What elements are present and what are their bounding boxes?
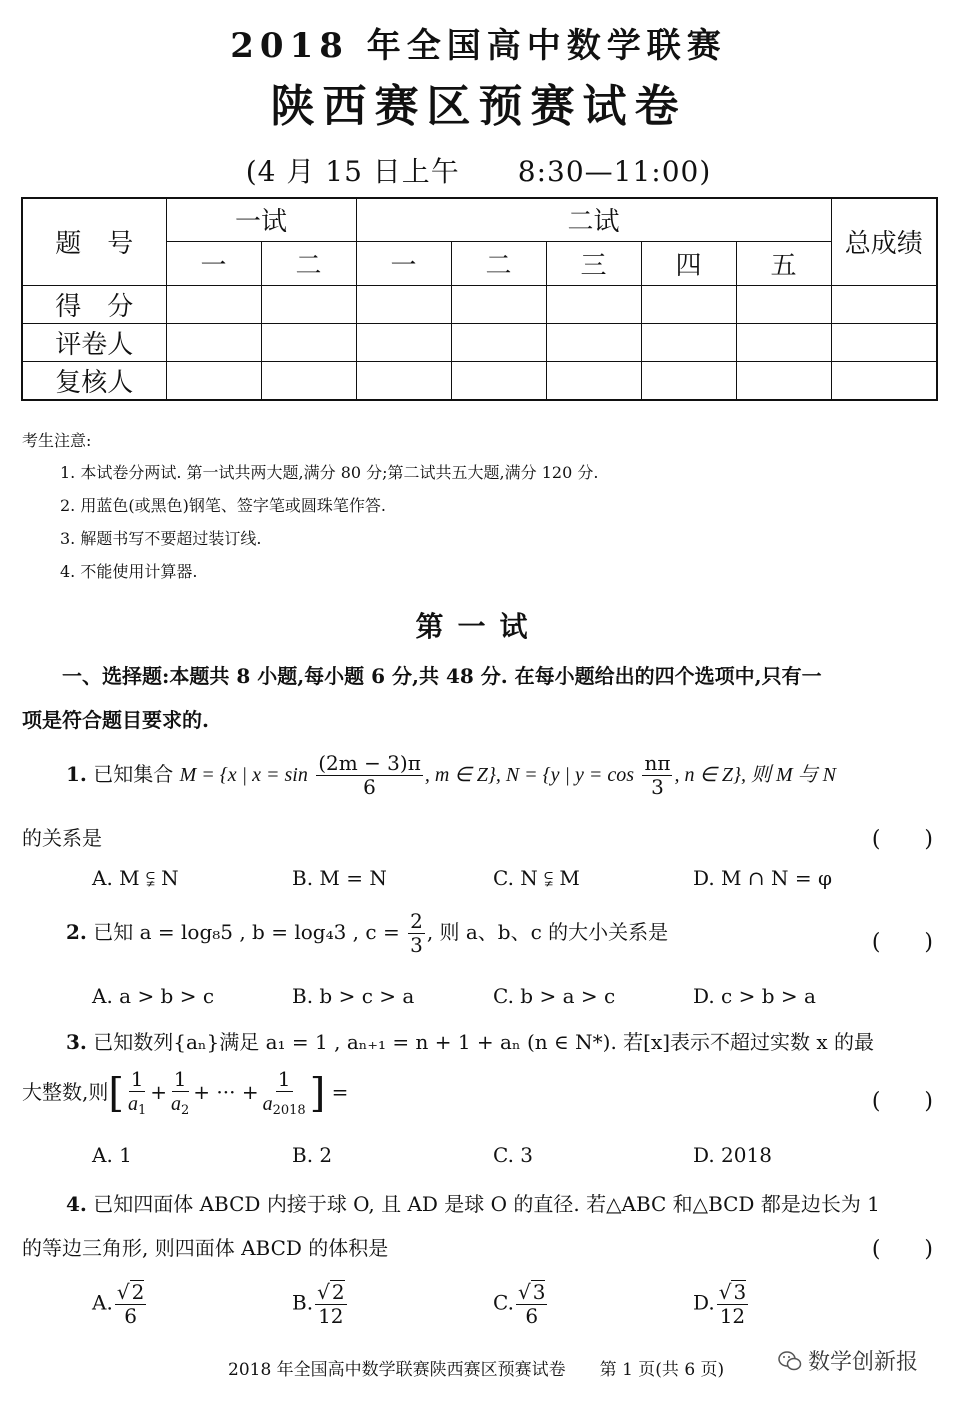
note-item: 3. 解题书写不要超过装订线. — [60, 529, 262, 548]
note-item: 1. 本试卷分两试. 第一试共两大题,满分 80 分;第二试共五大题,满分 120 分. — [60, 463, 599, 482]
score-cell[interactable] — [546, 323, 641, 361]
score-cell[interactable] — [831, 285, 937, 323]
answer-bracket[interactable]: ( ) — [871, 930, 933, 955]
exam-title-line2: 陕西赛区预赛试卷 — [270, 81, 687, 132]
wechat-icon — [778, 1350, 802, 1372]
row-label: 复核人 — [22, 361, 166, 400]
option-b[interactable]: B. M = N — [292, 866, 387, 890]
score-cell[interactable] — [546, 285, 641, 323]
watermark-text: 数学创新报 — [808, 1350, 919, 1375]
fraction: $\frac{n\pi}{3}$ — [644, 751, 671, 799]
test2-header: 二试 — [356, 198, 831, 241]
question-2: 2. 已知 a = log₈5 , b = log₄3 , c = $\frac{2}{3}$ , 则 a、b、c 的大小关系是 — [66, 909, 669, 957]
score-cell[interactable] — [261, 285, 356, 323]
option-a[interactable]: A. M ⫋ N — [92, 866, 179, 890]
exam-time: (4 月 15 日上午 8:30—11:00) — [245, 155, 712, 188]
answer-bracket[interactable]: ( ) — [871, 1089, 933, 1114]
row-label: 得 分 — [22, 285, 166, 323]
fraction: $\frac{2}{3}$ — [410, 909, 423, 957]
option-c[interactable]: C. N ⫋ M — [493, 866, 580, 890]
score-cell[interactable] — [356, 285, 451, 323]
note-item: 4. 不能使用计算器. — [60, 562, 198, 581]
question-number: 3. — [66, 1030, 87, 1054]
sub-col: 三 — [546, 241, 641, 285]
question-number: 1. — [66, 762, 87, 786]
question-3-cont: 大整数,则[ $\frac{1}{a_1}$ + $\frac{1}{a_2}$ + ··· + $\frac{1}{a_{2018}}$ ] = — [22, 1067, 349, 1118]
sub-col: 四 — [641, 241, 736, 285]
section-intro: 一、选择题:本题共 8 小题,每小题 6 分,共 48 分. 在每小题给出的四个选项中,只有一 — [62, 664, 822, 688]
score-cell[interactable] — [261, 361, 356, 400]
test1-header: 一试 — [166, 198, 356, 241]
section-title: 第一试 — [415, 610, 542, 643]
score-cell[interactable] — [831, 323, 937, 361]
score-cell[interactable] — [451, 361, 546, 400]
score-cell[interactable] — [546, 361, 641, 400]
option-b[interactable]: B. 2 — [292, 1143, 333, 1167]
sub-col: 一 — [356, 241, 451, 285]
option-c[interactable]: C. b > a > c — [493, 984, 616, 1008]
score-cell[interactable] — [736, 361, 831, 400]
score-cell[interactable] — [356, 323, 451, 361]
option-c[interactable]: C. $\frac{√ 3}{6}$ — [493, 1280, 546, 1328]
option-c[interactable]: C. 3 — [493, 1143, 534, 1167]
fraction: $\frac{1}{a_2}$ — [171, 1067, 190, 1118]
question-4-cont: 的等边三角形, 则四面体 ABCD 的体积是 — [22, 1236, 389, 1260]
fraction: $\frac{1}{a_1}$ — [127, 1067, 147, 1118]
sub-col: 二 — [261, 241, 356, 285]
score-table — [21, 197, 938, 401]
watermark-logo — [778, 1345, 918, 1376]
answer-bracket[interactable]: ( ) — [871, 1237, 933, 1262]
question-1: 1. 已知集合 M = {x | x = sin $\frac{(2m - 3)\pi}{6}$ , m ∈ Z}, N = {y | y = cos $\frac{n\pi}{3}$ , n ∈ Z}, 则 M 与 N — [66, 751, 837, 799]
table-row — [22, 285, 937, 323]
option-d[interactable]: D. c > b > a — [693, 984, 816, 1008]
total-header: 总成绩 — [831, 198, 937, 285]
option-b[interactable]: B. b > c > a — [292, 984, 415, 1008]
answer-bracket[interactable]: ( ) — [871, 827, 933, 852]
question-3: 3. 已知数列{aₙ}满足 a₁ = 1 , aₙ₊₁ = n + 1 + aₙ (n ∈ N*). 若[x]表示不超过实数 x 的最 — [66, 1030, 875, 1054]
note-item: 2. 用蓝色(或黑色)钢笔、签字笔或圆珠笔作答. — [60, 496, 386, 515]
score-cell[interactable] — [451, 323, 546, 361]
fraction: $\frac{1}{a_{2018}}$ — [262, 1067, 306, 1118]
notes-title: 考生注意: — [22, 431, 92, 450]
exam-title-line1: 2018 年全国高中数学联赛 — [230, 26, 727, 66]
score-cell[interactable] — [736, 323, 831, 361]
question-1-cont: 的关系是 — [22, 826, 102, 850]
fraction: $\frac{(2m - 3)\pi}{6}$ — [318, 751, 421, 799]
option-d[interactable]: D. M ∩ N = φ — [693, 866, 832, 890]
score-cell[interactable] — [641, 285, 736, 323]
section-intro-cont: 项是符合题目要求的. — [22, 708, 209, 732]
score-cell[interactable] — [166, 323, 261, 361]
page-footer: 2018 年全国高中数学联赛陕西赛区预赛试卷 第 1 页(共 6 页) — [228, 1360, 725, 1380]
option-a[interactable]: A. $\frac{√ 2}{6}$ — [92, 1280, 145, 1328]
question-4: 4. 已知四面体 ABCD 内接于球 O, 且 AD 是球 O 的直径. 若△ABC 和△BCD 都是边长为 1 — [66, 1192, 880, 1216]
table-row — [22, 361, 937, 400]
option-a[interactable]: A. 1 — [92, 1143, 132, 1167]
score-cell[interactable] — [166, 361, 261, 400]
sub-col: 五 — [736, 241, 831, 285]
col-header: 题 号 — [22, 198, 166, 285]
score-cell[interactable] — [166, 285, 261, 323]
question-number: 2. — [66, 920, 87, 944]
question-number: 4. — [66, 1192, 87, 1216]
option-a[interactable]: A. a > b > c — [92, 984, 215, 1008]
score-cell[interactable] — [641, 323, 736, 361]
score-cell[interactable] — [356, 361, 451, 400]
score-cell[interactable] — [831, 361, 937, 400]
row-label: 评卷人 — [22, 323, 166, 361]
option-d[interactable]: D. 2018 — [693, 1143, 772, 1167]
sub-col: 一 — [166, 241, 261, 285]
sub-col: 二 — [451, 241, 546, 285]
option-b[interactable]: B. $\frac{√ 2}{12}$ — [292, 1280, 345, 1328]
score-cell[interactable] — [261, 323, 356, 361]
score-cell[interactable] — [736, 285, 831, 323]
table-row — [22, 323, 937, 361]
score-cell[interactable] — [641, 361, 736, 400]
score-cell[interactable] — [451, 285, 546, 323]
option-d[interactable]: D. $\frac{√ 3}{12}$ — [693, 1280, 747, 1328]
